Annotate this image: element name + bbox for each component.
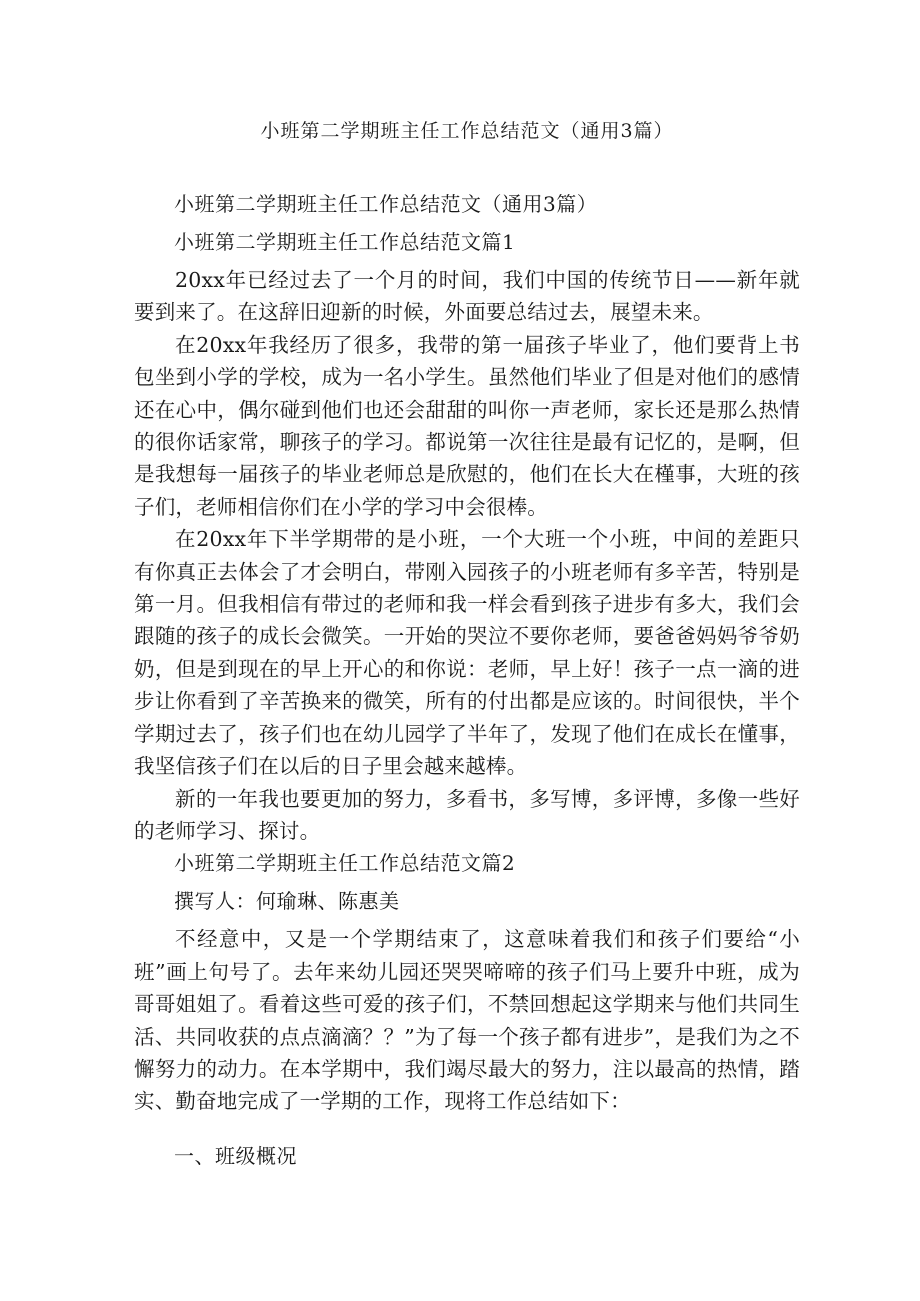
paragraph-5: 不经意中，又是一个学期结束了，这意味着我们和孩子们要给“小班”画上句号了。去年来幼儿园还哭哭啼啼的孩子们马上要升中班，成为哥哥姐姐了。看着这些可爱的孩子们，不禁回想起这学期来与他们共同生活、共同收获的点点滴滴？？”为了每一个孩子都有进步”，是我们为之不懈努力的动力。在本学期中，我们竭尽最大的努力，注以最高的热情，踏实、勤奋地完成了一学期的工作，现将工作总结如下： — [134, 927, 800, 1114]
paragraph-1: 20xx年已经过去了一个月的时间，我们中国的传统节日——新年就要到来了。在这辞旧迎新的时候，外面要总结过去，展望未来。 — [134, 268, 800, 325]
paragraph-3: 在20xx年下半学期带的是小班，一个大班一个小班，中间的差距只有你真正去体会了才会明白，带刚入园孩子的小班老师有多辛苦，特别是第一月。但我相信有带过的老师和我一样会看到孩子进步有多大，我们会跟随的孩子的成长会微笑。一开始的哭泣不要你老师，要爸爸妈妈爷爷奶奶，但是到现在的早上开心的和你说：老师，早上好！孩子一点一滴的进步让你看到了辛苦换来的微笑，所有的付出都是应该的。时间很快，半个学期过去了，孩子们也在幼儿园学了半年了，发现了他们在成长在懂事，我坚信孩子们在以后的日子里会越来越棒。 — [134, 527, 800, 779]
document-subtitle: 小班第二学期班主任工作总结范文（通用3篇） — [174, 192, 598, 216]
author-line: 撰写人：何瑜琳、陈惠美 — [174, 889, 400, 914]
paragraph-4: 新的一年我也要更加的努力，多看书，多写博，多评博，多像一些好的老师学习、探讨。 — [134, 786, 800, 843]
article2-title: 小班第二学期班主任工作总结范文篇2 — [174, 851, 516, 876]
document-title: 小班第二学期班主任工作总结范文（通用3篇） — [260, 120, 674, 142]
section-heading-1: 一、班级概况 — [174, 1143, 297, 1168]
paragraph-2: 在20xx年我经历了很多，我带的第一届孩子毕业了，他们要背上书包坐到小学的学校，成为一名小学生。虽然他们毕业了但是对他们的感情还在心中，偶尔碰到他们也还会甜甜的叫你一声老师，家长还是那么热情的很你话家常，聊孩子的学习。都说第一次往往是最有记忆的，是啊，但是我想每一届孩子的毕业老师总是欣慰的，他们在长大在槿事，大班的孩子们，老师相信你们在小学的学习中会很棒。 — [134, 332, 800, 519]
article1-title: 小班第二学期班主任工作总结范文篇1 — [174, 230, 516, 254]
